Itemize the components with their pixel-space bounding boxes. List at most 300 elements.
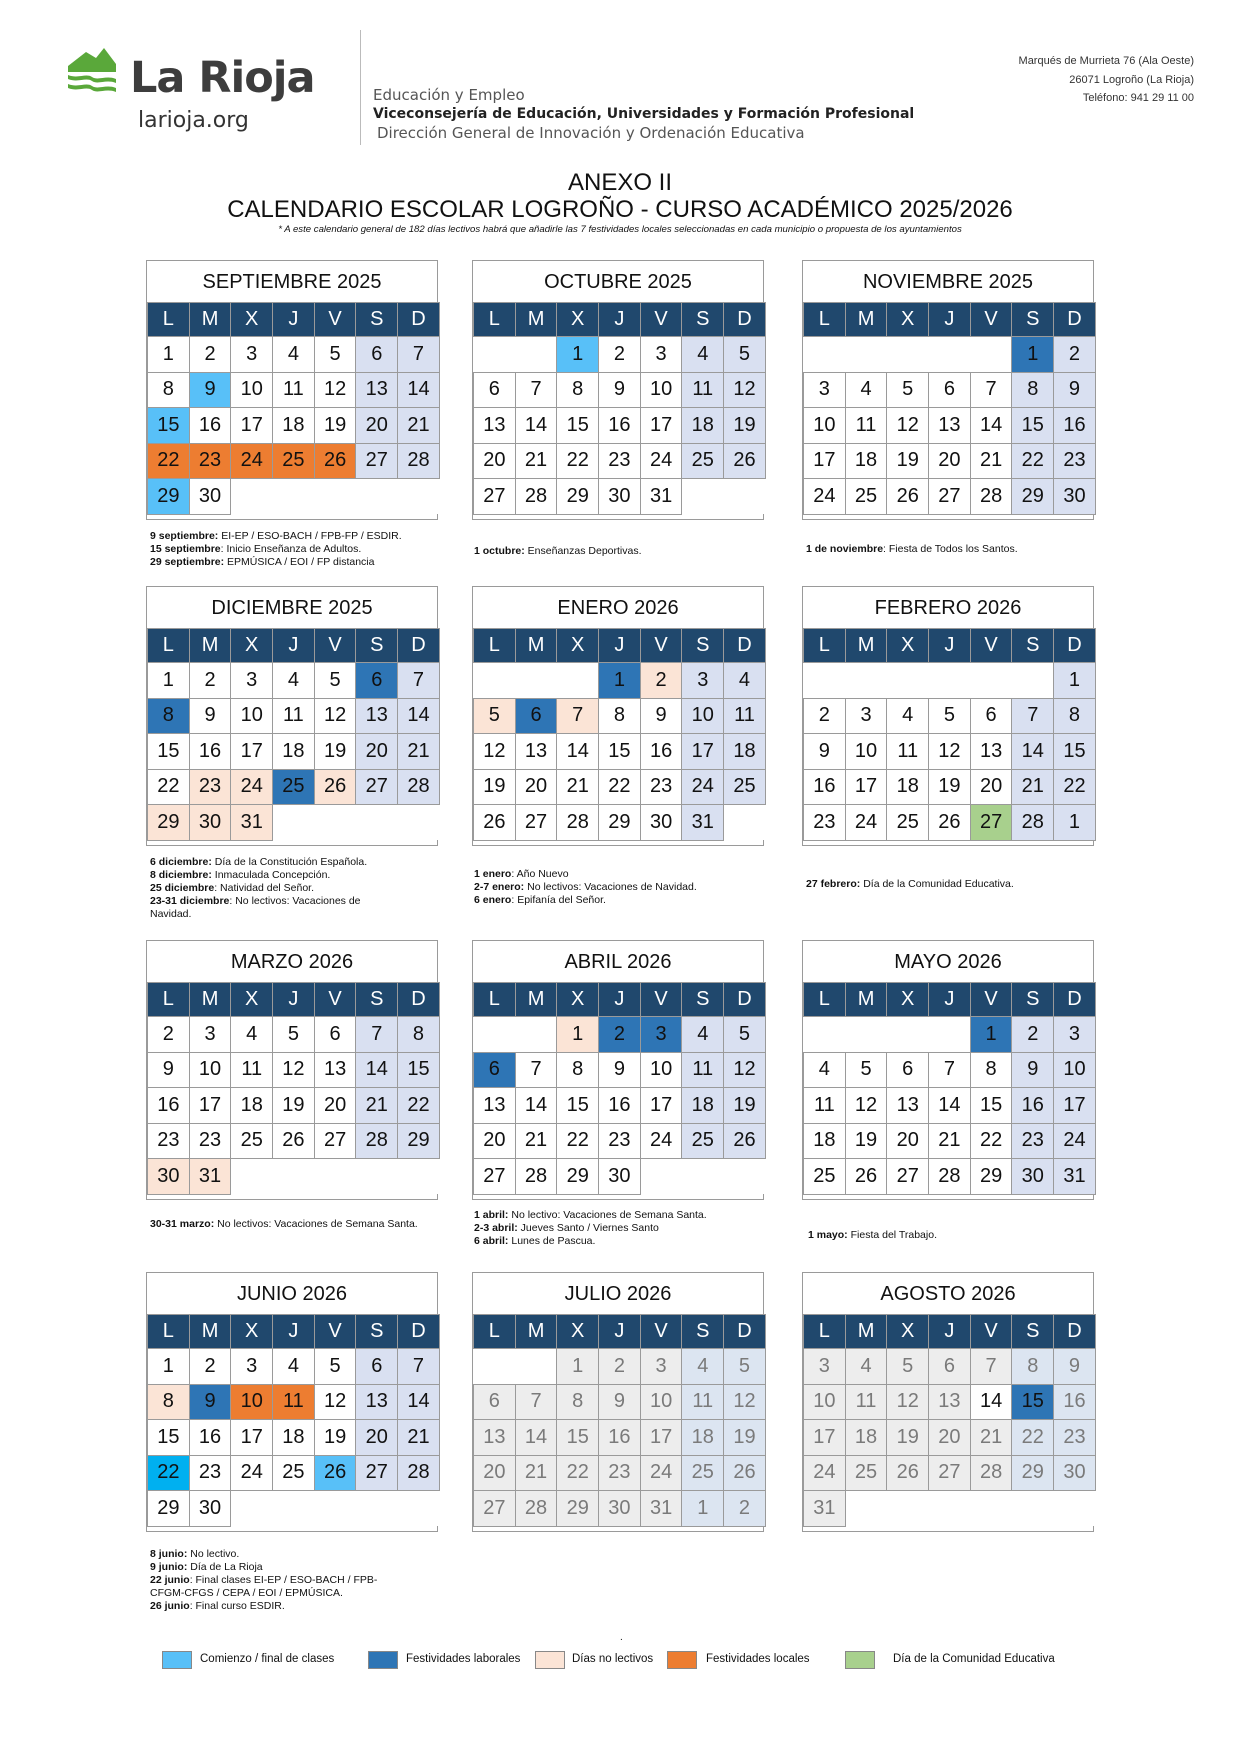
day-cell: 14 — [515, 408, 557, 444]
week-row — [474, 1491, 766, 1527]
weekday-header: M — [515, 983, 557, 1017]
day-cell: 7 — [398, 337, 440, 373]
week-row — [148, 408, 440, 444]
weekday-header: X — [887, 303, 929, 337]
day-cell: 4 — [682, 1017, 724, 1053]
day-cell: 17 — [189, 1088, 231, 1124]
day-cell: 18 — [273, 734, 315, 770]
weekday-header: M — [845, 629, 887, 663]
day-cell: 24 — [845, 805, 887, 841]
legend-label: Día de la Comunidad Educativa — [893, 1653, 1055, 1665]
day-cell: 30 — [640, 805, 682, 841]
empty-cell — [273, 805, 315, 841]
day-cell: 11 — [845, 408, 887, 444]
day-cell: 11 — [273, 372, 315, 408]
day-cell: 22 — [557, 1455, 599, 1491]
note-date: 27 febrero: — [806, 878, 861, 890]
month-calendar — [472, 1272, 764, 1532]
day-cell: 5 — [474, 698, 516, 734]
day-cell: 19 — [314, 734, 356, 770]
day-cell: 5 — [314, 1349, 356, 1385]
day-cell: 11 — [273, 1384, 315, 1420]
weekday-header: M — [515, 629, 557, 663]
empty-cell — [970, 663, 1012, 699]
day-cell: 15 — [1012, 1384, 1054, 1420]
empty-cell — [682, 1159, 724, 1195]
day-cell: 23 — [1054, 1420, 1096, 1456]
day-cell: 31 — [640, 1491, 682, 1527]
note-text: Día de La Rioja — [187, 1561, 263, 1573]
day-cell: 8 — [1012, 372, 1054, 408]
note-line — [150, 1548, 386, 1561]
day-cell: 10 — [189, 1052, 231, 1088]
month-note — [808, 1229, 1098, 1242]
footnote: * A este calendario general de 182 días lectivos habrá que añadirle las 7 festividades locales seleccionadas en cada municipio o propuesta de los ayuntamientos — [278, 224, 962, 235]
day-cell: 16 — [1054, 408, 1096, 444]
day-cell: 8 — [148, 372, 190, 408]
day-cell: 18 — [845, 443, 887, 479]
month-calendar — [146, 1272, 438, 1532]
weekday-header: J — [929, 629, 971, 663]
note-line — [150, 856, 386, 869]
day-cell: 24 — [231, 769, 273, 805]
empty-cell — [398, 479, 440, 515]
month-title: DICIEMBRE 2025 — [211, 597, 373, 619]
week-row — [804, 769, 1096, 805]
week-row — [804, 1491, 1096, 1527]
week-row — [474, 372, 766, 408]
empty-cell — [845, 663, 887, 699]
day-cell: 16 — [1012, 1088, 1054, 1124]
weekday-header: X — [231, 629, 273, 663]
week-row — [804, 372, 1096, 408]
day-cell: 26 — [724, 1123, 766, 1159]
day-cell: 1 — [557, 337, 599, 373]
day-cell: 20 — [887, 1123, 929, 1159]
day-cell: 25 — [273, 443, 315, 479]
day-cell: 7 — [970, 372, 1012, 408]
day-cell: 11 — [804, 1088, 846, 1124]
day-cell: 8 — [1012, 1349, 1054, 1385]
weekday-header: S — [682, 983, 724, 1017]
empty-cell — [640, 1159, 682, 1195]
day-cell: 19 — [314, 1420, 356, 1456]
day-cell: 15 — [557, 1088, 599, 1124]
day-cell: 13 — [474, 1420, 516, 1456]
month-note — [150, 1548, 386, 1613]
day-cell: 21 — [929, 1123, 971, 1159]
day-cell: 1 — [557, 1017, 599, 1053]
day-cell: 22 — [148, 443, 190, 479]
day-cell: 29 — [1012, 1455, 1054, 1491]
empty-cell — [515, 1349, 557, 1385]
note-date: 2-3 abril: — [474, 1222, 518, 1234]
day-cell: 18 — [273, 1420, 315, 1456]
day-cell: 12 — [887, 408, 929, 444]
day-cell: 23 — [189, 769, 231, 805]
day-cell: 23 — [599, 1455, 641, 1491]
day-cell: 1 — [1012, 337, 1054, 373]
day-cell: 31 — [1054, 1159, 1096, 1195]
week-row — [474, 443, 766, 479]
week-row — [804, 1123, 1096, 1159]
day-cell: 6 — [887, 1052, 929, 1088]
day-cell: 16 — [148, 1088, 190, 1124]
week-row — [804, 1455, 1096, 1491]
day-cell: 23 — [1054, 443, 1096, 479]
day-cell: 12 — [929, 734, 971, 770]
note-line — [150, 1561, 386, 1574]
titles — [0, 170, 1240, 235]
month-day-grid — [147, 1314, 440, 1527]
week-row — [474, 1123, 766, 1159]
week-row — [148, 805, 440, 841]
department-line-3: Dirección General de Innovación y Ordenación Educativa — [377, 124, 805, 142]
note-line — [150, 1600, 386, 1613]
week-row — [148, 1159, 440, 1195]
day-cell: 27 — [474, 1159, 516, 1195]
day-cell: 17 — [804, 1420, 846, 1456]
day-cell: 30 — [1054, 1455, 1096, 1491]
month-day-grid — [147, 302, 440, 515]
day-cell: 17 — [640, 1420, 682, 1456]
day-cell: 25 — [887, 805, 929, 841]
day-cell: 6 — [474, 1052, 516, 1088]
department-line-1: Educación y Empleo — [373, 86, 525, 104]
day-cell: 30 — [1054, 479, 1096, 515]
day-cell: 14 — [1012, 734, 1054, 770]
day-cell: 25 — [682, 1123, 724, 1159]
note-date: 1 mayo: — [808, 1229, 848, 1241]
week-row — [474, 1349, 766, 1385]
day-cell: 6 — [929, 372, 971, 408]
day-cell: 8 — [148, 1384, 190, 1420]
day-cell: 4 — [682, 1349, 724, 1385]
empty-cell — [887, 663, 929, 699]
day-cell: 30 — [189, 1491, 231, 1527]
day-cell: 23 — [599, 443, 641, 479]
day-cell: 22 — [148, 1455, 190, 1491]
day-cell: 25 — [724, 769, 766, 805]
day-cell: 7 — [515, 372, 557, 408]
day-cell: 13 — [356, 698, 398, 734]
weekday-header: S — [1012, 303, 1054, 337]
empty-cell — [929, 1017, 971, 1053]
note-text: Lunes de Pascua. — [508, 1235, 596, 1247]
day-cell: 24 — [640, 1455, 682, 1491]
weekday-header: M — [845, 303, 887, 337]
weekday-header: J — [599, 303, 641, 337]
weekday-header: M — [189, 629, 231, 663]
day-cell: 16 — [189, 734, 231, 770]
empty-cell — [887, 1491, 929, 1527]
weekday-header: D — [398, 629, 440, 663]
day-cell: 11 — [231, 1052, 273, 1088]
note-date: 1 abril: — [474, 1209, 509, 1221]
day-cell: 17 — [845, 769, 887, 805]
day-cell: 13 — [356, 372, 398, 408]
empty-cell — [929, 663, 971, 699]
day-cell: 29 — [557, 1491, 599, 1527]
day-cell: 27 — [970, 805, 1012, 841]
note-line — [150, 543, 440, 556]
empty-cell — [474, 1017, 516, 1053]
empty-cell — [231, 1159, 273, 1195]
weekday-header: J — [599, 1315, 641, 1349]
day-cell: 30 — [599, 479, 641, 515]
day-cell: 9 — [1054, 1349, 1096, 1385]
annex-title: ANEXO II — [567, 169, 673, 196]
day-cell: 11 — [273, 698, 315, 734]
month-calendar — [802, 1272, 1094, 1532]
week-row — [804, 1420, 1096, 1456]
empty-cell — [273, 479, 315, 515]
weekday-header: S — [356, 983, 398, 1017]
week-row — [474, 1384, 766, 1420]
day-cell: 17 — [640, 408, 682, 444]
day-cell: 2 — [804, 698, 846, 734]
week-row — [804, 805, 1096, 841]
note-date: 22 junio — [150, 1574, 190, 1586]
note-text: EI-EP / ESO-BACH / FPB-FP / ESDIR. — [218, 530, 402, 542]
day-cell: 10 — [231, 698, 273, 734]
day-cell: 14 — [970, 1384, 1012, 1420]
week-row — [474, 1420, 766, 1456]
day-cell: 18 — [845, 1420, 887, 1456]
week-row — [804, 1052, 1096, 1088]
day-cell: 28 — [929, 1159, 971, 1195]
month-note — [150, 856, 386, 921]
week-row — [148, 372, 440, 408]
weekday-header: L — [804, 983, 846, 1017]
week-row — [474, 805, 766, 841]
note-text: : Natividad del Señor. — [214, 882, 315, 894]
day-cell: 24 — [682, 769, 724, 805]
note-text: : No lectivos: Vacaciones de Navidad. — [150, 895, 361, 920]
day-cell: 19 — [845, 1123, 887, 1159]
day-cell: 23 — [189, 1123, 231, 1159]
weekday-header: J — [929, 1315, 971, 1349]
day-cell: 11 — [845, 1384, 887, 1420]
day-cell: 11 — [682, 1052, 724, 1088]
day-cell: 4 — [845, 372, 887, 408]
day-cell: 12 — [314, 1384, 356, 1420]
day-cell: 2 — [724, 1491, 766, 1527]
empty-cell — [845, 337, 887, 373]
day-cell: 17 — [682, 734, 724, 770]
day-cell: 19 — [474, 769, 516, 805]
day-cell: 20 — [474, 1123, 516, 1159]
week-row — [474, 1455, 766, 1491]
month-title: OCTUBRE 2025 — [544, 271, 692, 293]
day-cell: 3 — [189, 1017, 231, 1053]
week-row — [804, 1349, 1096, 1385]
day-cell: 18 — [231, 1088, 273, 1124]
empty-cell — [314, 1159, 356, 1195]
day-cell: 25 — [804, 1159, 846, 1195]
day-cell: 21 — [515, 443, 557, 479]
day-cell: 6 — [314, 1017, 356, 1053]
week-row — [148, 1017, 440, 1053]
day-cell: 30 — [189, 479, 231, 515]
day-cell: 2 — [599, 337, 641, 373]
day-cell: 31 — [640, 479, 682, 515]
empty-cell — [845, 1017, 887, 1053]
week-row — [474, 337, 766, 373]
week-row — [148, 443, 440, 479]
empty-cell — [1012, 663, 1054, 699]
day-cell: 29 — [148, 479, 190, 515]
weekday-header: X — [887, 629, 929, 663]
legend-swatch — [368, 1651, 398, 1669]
day-cell: 21 — [515, 1123, 557, 1159]
day-cell: 14 — [398, 698, 440, 734]
day-cell: 14 — [398, 1384, 440, 1420]
logo-url[interactable]: larioja.org — [138, 108, 249, 133]
weekday-header: X — [557, 303, 599, 337]
day-cell: 27 — [474, 479, 516, 515]
day-cell: 23 — [599, 1123, 641, 1159]
day-cell: 3 — [231, 337, 273, 373]
weekday-header: V — [970, 983, 1012, 1017]
week-row — [474, 1159, 766, 1195]
weekday-header: J — [929, 303, 971, 337]
day-cell: 7 — [398, 1349, 440, 1385]
day-cell: 25 — [682, 1455, 724, 1491]
day-cell: 5 — [887, 1349, 929, 1385]
weekday-header: D — [724, 303, 766, 337]
day-cell: 27 — [356, 1455, 398, 1491]
day-cell: 24 — [804, 1455, 846, 1491]
week-row — [148, 1052, 440, 1088]
day-cell: 10 — [640, 1052, 682, 1088]
empty-cell — [398, 805, 440, 841]
day-cell: 12 — [724, 372, 766, 408]
day-cell: 31 — [189, 1159, 231, 1195]
day-cell: 19 — [273, 1088, 315, 1124]
empty-cell — [314, 805, 356, 841]
day-cell: 10 — [231, 1384, 273, 1420]
weekday-header: L — [474, 629, 516, 663]
empty-cell — [515, 663, 557, 699]
note-date: 6 enero — [474, 894, 512, 906]
day-cell: 24 — [640, 1123, 682, 1159]
month-calendar — [146, 940, 438, 1200]
note-date: 9 junio: — [150, 1561, 188, 1573]
day-cell: 2 — [189, 663, 231, 699]
legend-label: Festividades laborales — [406, 1653, 521, 1665]
day-cell: 23 — [1012, 1123, 1054, 1159]
weekday-header: D — [1054, 983, 1096, 1017]
legend-label: Comienzo / final de clases — [200, 1653, 335, 1665]
empty-cell — [314, 479, 356, 515]
day-cell: 6 — [356, 663, 398, 699]
day-cell: 23 — [189, 443, 231, 479]
day-cell: 1 — [1054, 663, 1096, 699]
day-cell: 12 — [314, 372, 356, 408]
weekday-header: X — [231, 983, 273, 1017]
day-cell: 12 — [724, 1384, 766, 1420]
weekday-header: V — [970, 1315, 1012, 1349]
day-cell: 16 — [599, 408, 641, 444]
month-day-grid — [147, 982, 440, 1195]
weekday-header: L — [474, 983, 516, 1017]
day-cell: 21 — [970, 443, 1012, 479]
day-cell: 7 — [970, 1349, 1012, 1385]
weekday-header: V — [640, 303, 682, 337]
day-cell: 1 — [682, 1491, 724, 1527]
day-cell: 10 — [845, 734, 887, 770]
day-cell: 15 — [1012, 408, 1054, 444]
weekday-header: D — [1054, 1315, 1096, 1349]
week-row — [474, 408, 766, 444]
week-row — [804, 663, 1096, 699]
month-day-grid — [803, 628, 1096, 841]
day-cell: 18 — [682, 408, 724, 444]
week-row — [148, 1384, 440, 1420]
day-cell: 12 — [273, 1052, 315, 1088]
day-cell: 22 — [398, 1088, 440, 1124]
day-cell: 23 — [189, 1455, 231, 1491]
note-text: Inmaculada Concepción. — [211, 869, 331, 881]
day-cell: 18 — [724, 734, 766, 770]
day-cell: 26 — [887, 479, 929, 515]
main-title: CALENDARIO ESCOLAR LOGROÑO - CURSO ACADÉMICO 2025/2026 — [227, 196, 1013, 223]
day-cell: 29 — [398, 1123, 440, 1159]
day-cell: 27 — [887, 1159, 929, 1195]
day-cell: 25 — [682, 443, 724, 479]
day-cell: 16 — [804, 769, 846, 805]
day-cell: 3 — [640, 1349, 682, 1385]
weekday-header: X — [231, 1315, 273, 1349]
month-calendar — [472, 586, 764, 846]
day-cell: 21 — [557, 769, 599, 805]
day-cell: 28 — [970, 1455, 1012, 1491]
day-cell: 29 — [148, 1491, 190, 1527]
day-cell: 17 — [640, 1088, 682, 1124]
weekday-header: D — [398, 1315, 440, 1349]
empty-cell — [474, 1349, 516, 1385]
weekday-header: S — [356, 1315, 398, 1349]
empty-cell — [398, 1159, 440, 1195]
legend-swatch — [667, 1651, 697, 1669]
day-cell: 23 — [804, 805, 846, 841]
week-row — [804, 1384, 1096, 1420]
empty-cell — [356, 1159, 398, 1195]
note-date: 1 octubre: — [474, 545, 525, 557]
weekday-header: L — [804, 629, 846, 663]
weekday-header: D — [1054, 629, 1096, 663]
note-date: 29 septiembre: — [150, 556, 225, 568]
day-cell: 18 — [804, 1123, 846, 1159]
weekday-header: S — [682, 629, 724, 663]
day-cell: 24 — [231, 443, 273, 479]
month-title: NOVIEMBRE 2025 — [862, 271, 1034, 293]
month-note — [474, 1209, 764, 1248]
day-cell: 22 — [557, 443, 599, 479]
day-cell: 11 — [887, 734, 929, 770]
day-cell: 18 — [887, 769, 929, 805]
week-row — [148, 1420, 440, 1456]
day-cell: 9 — [189, 1384, 231, 1420]
day-cell: 27 — [515, 805, 557, 841]
weekday-header: X — [231, 303, 273, 337]
month-note — [806, 878, 1096, 891]
day-cell: 10 — [1054, 1052, 1096, 1088]
day-cell: 21 — [515, 1455, 557, 1491]
week-row — [804, 1017, 1096, 1053]
day-cell: 7 — [515, 1384, 557, 1420]
